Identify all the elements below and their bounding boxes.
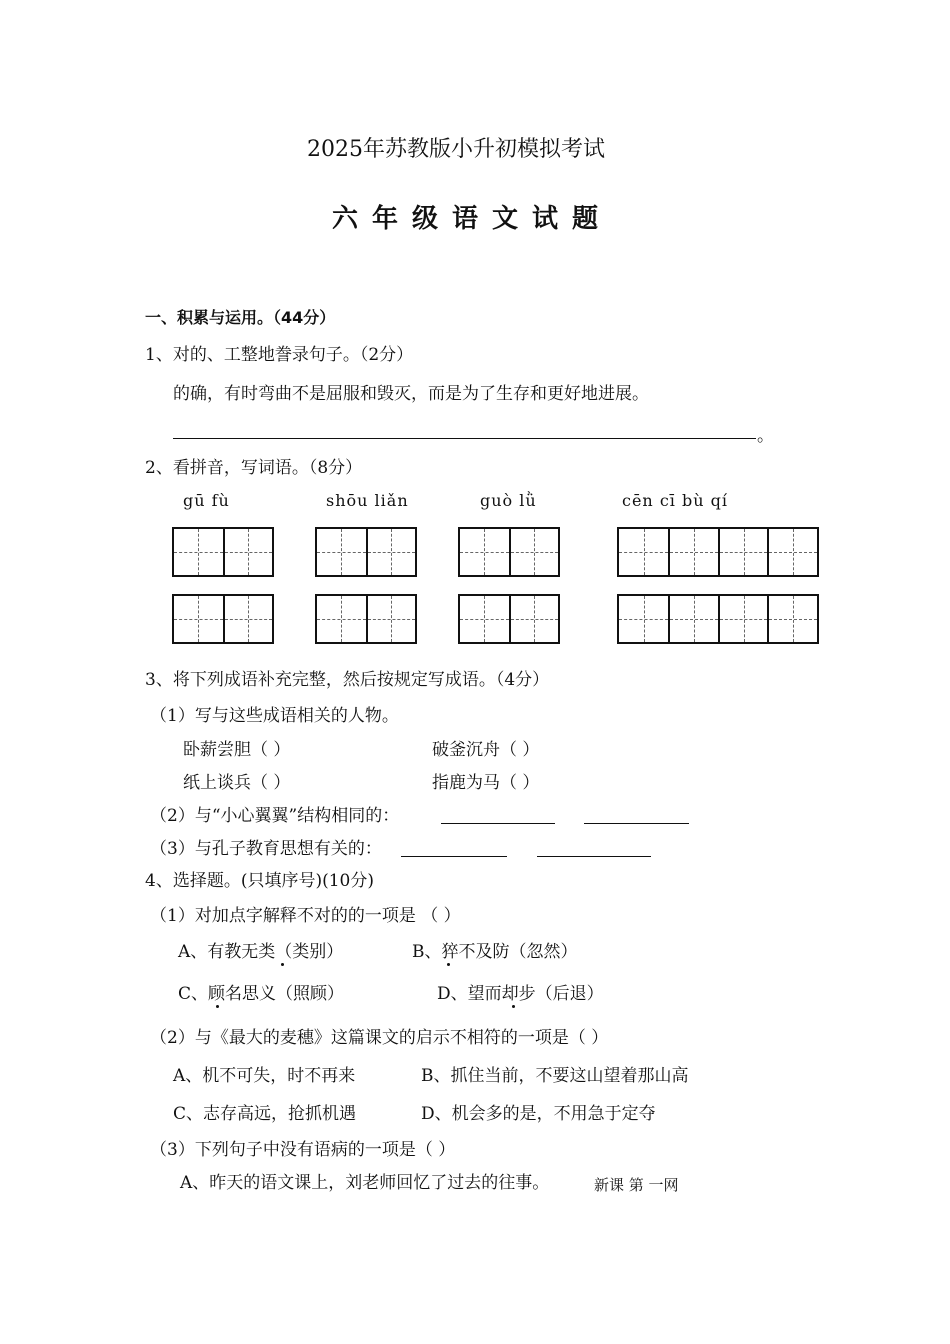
- q4-sub2: （2）与《最大的麦穗》这篇课文的启示不相符的一项是（ ）: [150, 1028, 609, 1048]
- tianzige-grid[interactable]: [315, 594, 417, 644]
- q1-prompt: 1、对的、工整地誊录句子。（2分）: [145, 345, 414, 365]
- option-d[interactable]: D、机会多的是，不用急于定夺: [421, 1104, 656, 1124]
- section-heading: 一、积累与运用。（44分）: [145, 308, 336, 327]
- option-a[interactable]: A、昨天的语文课上，刘老师回忆了过去的往事。: [180, 1173, 550, 1193]
- q3-sub3: （3）与孔子教育思想有关的：: [150, 839, 382, 859]
- q3-sub2: （2）与“小心翼翼”结构相同的：: [150, 806, 400, 826]
- answer-line[interactable]: [401, 856, 507, 857]
- idiom-4[interactable]: 指鹿为马（ ）: [432, 773, 540, 793]
- idiom-3[interactable]: 纸上谈兵（ ）: [183, 773, 291, 793]
- option-a[interactable]: A、机不可失，时不再来: [173, 1066, 356, 1086]
- idiom-2[interactable]: 破釜沉舟（ ）: [432, 740, 540, 760]
- emphasis-dot: [281, 963, 284, 966]
- q3-sub1: （1）写与这些成语相关的人物。: [150, 706, 399, 726]
- q1-end-mark: 。: [757, 426, 774, 446]
- option-b[interactable]: B、猝不及防（忽然）: [412, 942, 578, 962]
- option-d[interactable]: D、望而却步（后退）: [437, 984, 604, 1004]
- answer-line[interactable]: [441, 823, 555, 824]
- tianzige-grid[interactable]: [172, 594, 274, 644]
- q1-answer-line[interactable]: [173, 438, 756, 439]
- emphasis-dot: [216, 1005, 219, 1008]
- tianzige-grid[interactable]: [458, 594, 560, 644]
- pinyin-4: cēn cī bù qí: [622, 491, 728, 510]
- tianzige-grid[interactable]: [617, 527, 819, 577]
- exam-subtitle: 六年级语文试题: [332, 204, 613, 234]
- answer-line[interactable]: [584, 823, 689, 824]
- option-a[interactable]: A、有教无类（类别）: [178, 942, 344, 962]
- pinyin-2: shōu liǎn: [326, 491, 409, 510]
- exam-title: 2025年苏教版小升初模拟考试: [307, 137, 605, 162]
- emphasis-dot: [447, 963, 450, 966]
- tianzige-grid[interactable]: [315, 527, 417, 577]
- answer-line[interactable]: [537, 856, 651, 857]
- q4-prompt: 4、选择题。(只填序号)(10分): [145, 871, 374, 891]
- q4-sub3: （3）下列句子中没有语病的一项是（ ）: [150, 1140, 456, 1160]
- pinyin-3: guò lǜ: [480, 491, 537, 510]
- idiom-1[interactable]: 卧薪尝胆（ ）: [183, 740, 291, 760]
- tianzige-grid[interactable]: [617, 594, 819, 644]
- tianzige-grid[interactable]: [172, 527, 274, 577]
- option-c[interactable]: C、顾名思义（照顾）: [178, 984, 345, 1004]
- tianzige-grid[interactable]: [458, 527, 560, 577]
- q4-sub1: （1）对加点字解释不对的的一项是 （ ）: [150, 906, 461, 926]
- pinyin-1: gū fù: [183, 491, 230, 510]
- watermark-text: 新课 第 一网: [594, 1176, 679, 1194]
- option-b[interactable]: B、抓住当前，不要这山望着那山高: [421, 1066, 689, 1086]
- q3-prompt: 3、将下列成语补充完整，然后按规定写成语。（4分）: [145, 670, 550, 690]
- emphasis-dot: [512, 1005, 515, 1008]
- q2-prompt: 2、看拼音，写词语。（8分）: [145, 458, 363, 478]
- q1-sentence: 的确，有时弯曲不是屈服和毁灭，而是为了生存和更好地进展。: [173, 384, 649, 404]
- option-c[interactable]: C、志存高远，抢抓机遇: [173, 1104, 357, 1124]
